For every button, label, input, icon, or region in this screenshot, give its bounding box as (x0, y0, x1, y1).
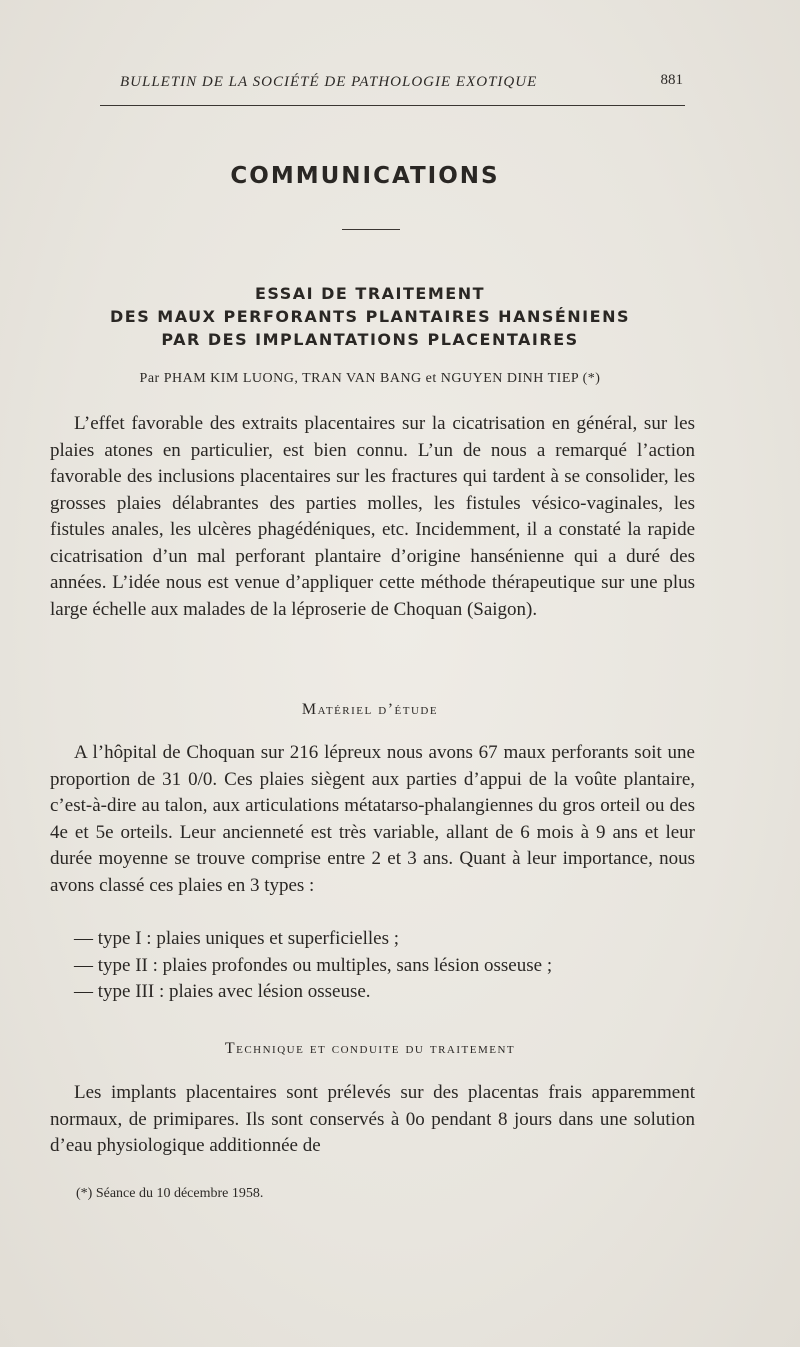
section-title: COMMUNICATIONS (230, 163, 500, 189)
article-title-line: ESSAI DE TRAITEMENT (254, 284, 485, 303)
article-title (0, 282, 740, 351)
page-header (100, 68, 685, 108)
heading-technique: Technique et conduite du traitement (224, 1040, 516, 1057)
footnote: (*) Séance du 10 décembre 1958. (76, 1186, 264, 1201)
article-title-line: PAR DES IMPLANTATIONS PLACENTAIRES (161, 330, 579, 349)
article-title-line: DES MAUX PERFORANTS PLANTAIRES HANSÉNIENS (110, 307, 630, 326)
technique-paragraph: Les implants placentaires sont prélevés sur des placentas frais apparemment normaux, de primipares. Ils sont conservés à 0o pendant 8 jours dans une solution d’eau physiologique additionnée de (50, 1082, 695, 1156)
materiel-paragraph: A l’hôpital de Choquan sur 216 lépreux nous avons 67 maux perforants soit une proportion de 31 0/0. Ces plaies siègent aux parties d’appui de la voûte plantaire, c’est-à-dire au talon, aux articulations métatarso-phalangiennes du gros orteil ou des 4e et 5e orteils. Leur ancienneté est très variable, allant de 6 mois à 9 ans et leur durée moyenne se trouve comprise entre 2 et 3 ans. Quant à leur importance, nous avons classé ces plaies en 3 types : (50, 742, 695, 896)
page-number: 881 (660, 72, 683, 88)
list-item: — type III : plaies avec lésion osseuse. (74, 981, 371, 1002)
article-authors: Par PHAM KIM LUONG, TRAN VAN BANG et NGUYEN DINH TIEP (*) (139, 371, 601, 386)
list-item: — type II : plaies profondes ou multiples, sans lésion osseuse ; (74, 954, 553, 976)
running-head: BULLETIN DE LA SOCIÉTÉ DE PATHOLOGIE EXOTIQUE (120, 74, 538, 90)
title-rule (342, 229, 400, 230)
intro-paragraph: L’effet favorable des extraits placentaires sur la cicatrisation en général, sur les plaies atones en particulier, est bien connu. L’un de nous a remarqué l’action favorable des inclusions placentaires sur les fractures qui tardent à se consolider, les grosses plaies délabrantes des parties molles, les fistules vésico-vaginales, les fistules anales, les ulcères phagédéniques, etc. Incidemment, il a constaté la rapide cicatrisation d’un mal perforant plantaire d’origine hansénienne qui a duré des années. L’idée nous est venue d’appliquer cette méthode thérapeutique sur une plus large échelle aux malades de la léproserie de Choquan (Saigon). (50, 413, 695, 620)
types-list (74, 926, 696, 1006)
heading-materiel: Matériel d’étude (301, 701, 439, 718)
header-rule (100, 105, 685, 106)
list-item: — type I : plaies uniques et superficielles ; (74, 928, 400, 949)
